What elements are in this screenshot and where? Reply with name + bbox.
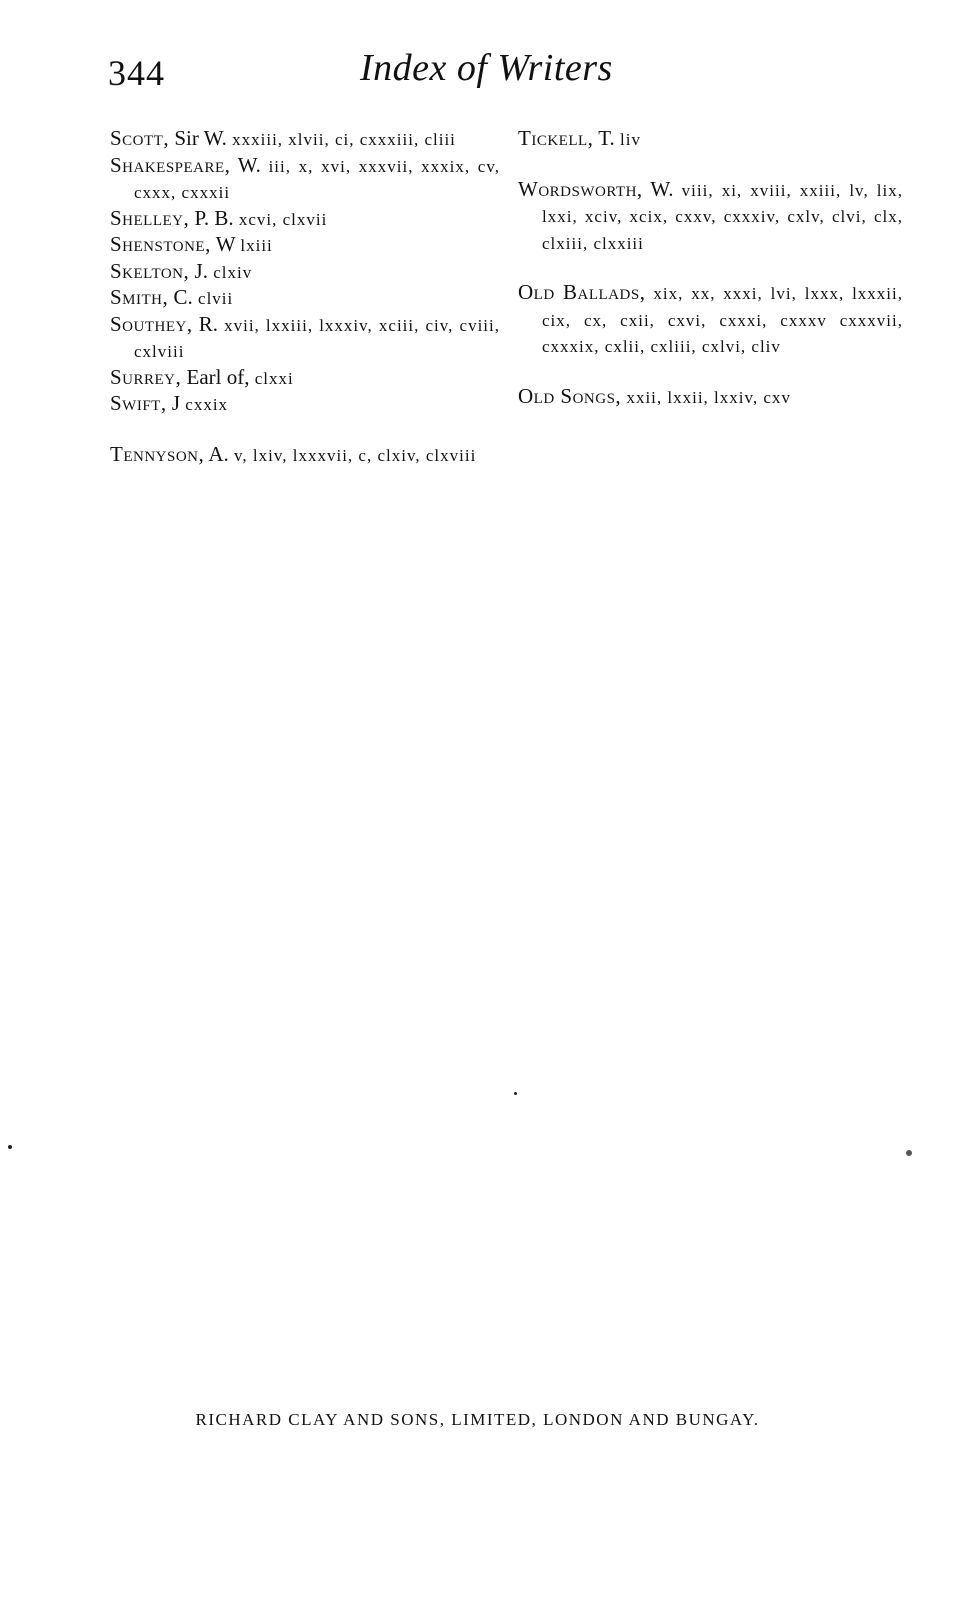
letter-group-spacer	[518, 256, 903, 280]
writer-name: Skelton,	[110, 258, 190, 283]
writer-name: Wordsworth,	[518, 176, 643, 201]
index-entry-swift	[110, 391, 500, 418]
index-entry-old-songs	[518, 384, 903, 411]
letter-group-spacer	[110, 418, 500, 442]
poem-references: liv	[620, 130, 641, 149]
poem-references: cxxix	[185, 395, 229, 414]
letter-group-spacer	[518, 360, 903, 384]
scan-speck	[906, 1150, 912, 1156]
page-number: 344	[108, 53, 165, 93]
writer-name: Shakespeare,	[110, 152, 231, 177]
writer-initials: W.	[230, 152, 269, 177]
poem-references: iii, x, xvi, xxxvii, xxxix, cv, cxxx, cxxxii	[134, 156, 500, 202]
index-entry-shelley	[110, 206, 500, 233]
scan-speck	[514, 1092, 517, 1095]
index-entry-old-ballads	[518, 280, 903, 360]
index-entry-shenstone	[110, 232, 500, 259]
poem-references: clvii	[198, 289, 234, 308]
poem-references: clxxi	[254, 368, 294, 388]
writer-name: Southey,	[110, 311, 193, 336]
writer-name: Surrey,	[110, 364, 182, 389]
writer-name: Scott,	[110, 126, 170, 150]
index-column-right	[518, 126, 903, 410]
writer-name: Old Songs,	[518, 383, 622, 408]
index-entry-wordsworth	[518, 177, 903, 257]
writer-initials: C.	[168, 285, 199, 309]
index-entry-shakespeare	[110, 153, 500, 206]
poem-references: xxxiii, xlvii, ci, cxxxiii, cliii	[232, 130, 456, 149]
writer-name: Swift,	[110, 391, 167, 415]
writer-name: Tennyson,	[110, 441, 205, 466]
writer-name: Shelley,	[110, 205, 190, 230]
writer-initials: A.	[204, 441, 235, 466]
running-title: Index of Writers	[360, 47, 613, 89]
writer-name: Smith,	[110, 285, 169, 309]
writer-name: Tickell,	[518, 126, 594, 150]
index-entry-tickell	[518, 126, 903, 153]
poem-references: xix, xx, xxxi, lvi, lxxx, lxxxii, cix, cx, cxii, cxvi, cxxxi, cxxxv cxxxvii, cxxxix, cxlii, cxliii, cxlvi, cliv	[542, 284, 903, 356]
writer-initials: T.	[593, 126, 621, 150]
index-entry-smith	[110, 285, 500, 312]
writer-initials: J	[166, 391, 186, 415]
index-entry-southey	[110, 312, 500, 365]
writer-initials: Earl of,	[181, 364, 255, 389]
poem-references: xvii, lxxiii, lxxxiv, xciii, civ, cviii, cxlviii	[134, 315, 500, 361]
index-column-left	[110, 126, 500, 468]
writer-initials: W	[210, 232, 241, 256]
index-entry-skelton	[110, 259, 500, 286]
poem-references: xxii, lxxii, lxxiv, cxv	[626, 387, 791, 407]
poem-references: v, lxiv, lxxxvii, c, clxiv, clxviii	[234, 445, 477, 465]
poem-references: clxiv	[213, 262, 253, 282]
letter-group-spacer	[518, 153, 903, 177]
poem-references: lxiii	[240, 236, 273, 255]
writer-initials: R.	[192, 311, 225, 336]
poem-references: viii, xi, xviii, xxiii, lv, lix, lxxi, xciv, xcix, cxxv, cxxxiv, cxlv, clvi, clx, clxiii, clxxiii	[542, 180, 904, 253]
index-entry-surrey	[110, 365, 500, 392]
index-entry-scott	[110, 126, 500, 153]
writer-name: Shenstone,	[110, 232, 211, 256]
writer-initials: Sir W.	[169, 126, 233, 150]
writer-initials: W.	[642, 176, 682, 201]
writer-name: Old Ballads,	[518, 280, 646, 304]
poem-references: xcvi, clxvii	[238, 209, 328, 229]
printer-imprint: RICHARD CLAY AND SONS, LIMITED, LONDON AND BUNGAY.	[195, 1410, 760, 1429]
scan-speck	[8, 1145, 12, 1149]
writer-initials: P. B.	[189, 205, 239, 230]
writer-initials: J.	[189, 258, 214, 283]
index-entry-tennyson	[110, 442, 500, 469]
